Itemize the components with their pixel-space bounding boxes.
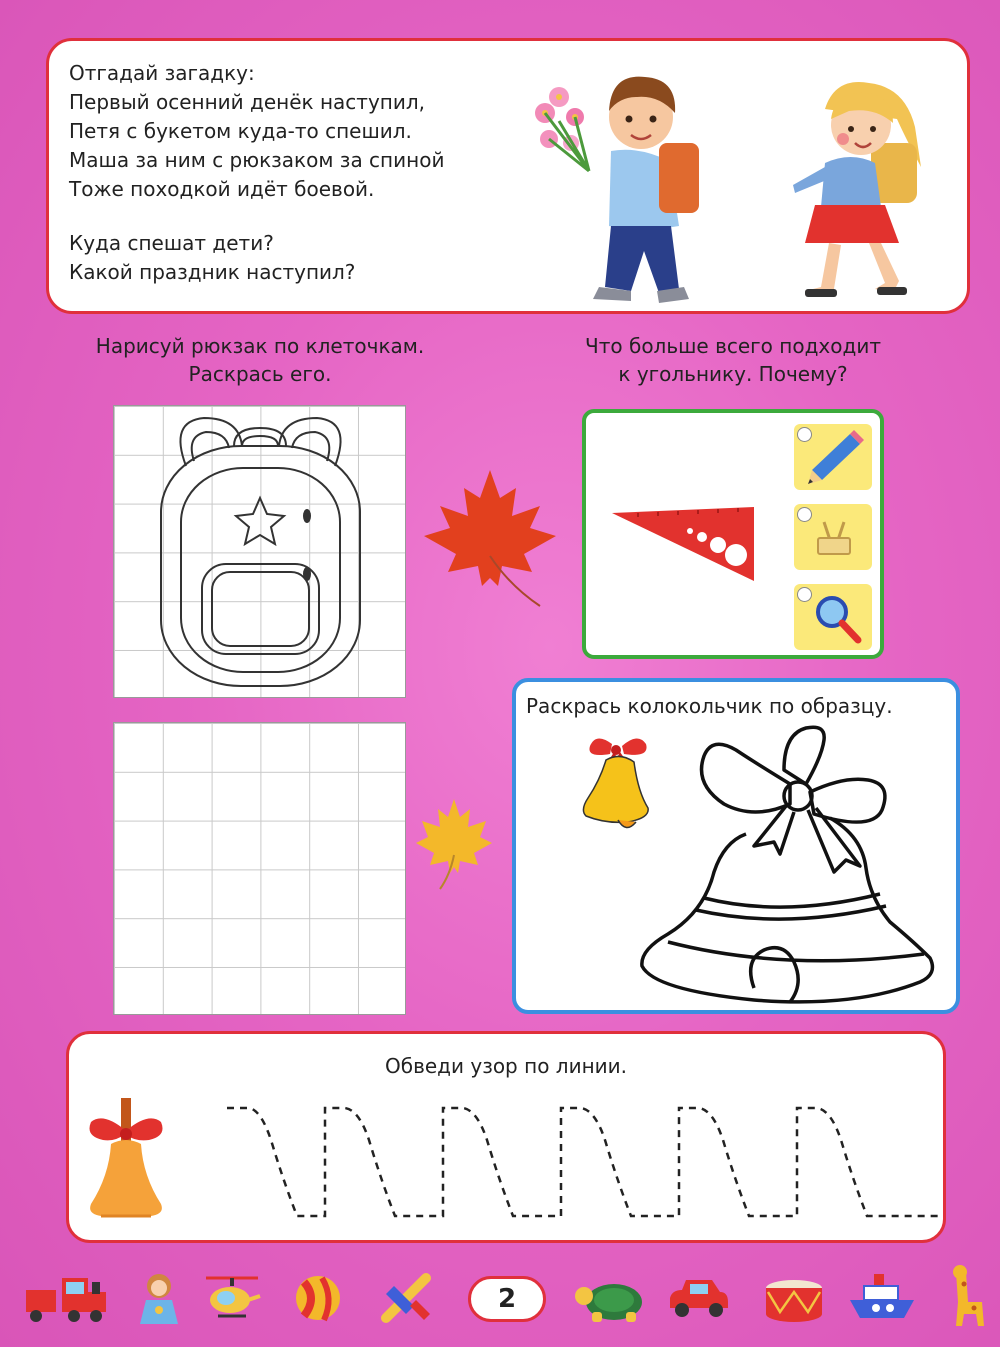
riddle-line: Маша за ним с рюкзаком за спиной [69, 148, 445, 172]
boy-with-flowers-illustration [519, 51, 719, 309]
yellow-maple-leaf-icon [414, 795, 494, 891]
tool-choice-panel [582, 409, 884, 659]
riddle-panel [46, 38, 970, 314]
radio-button[interactable] [797, 507, 812, 522]
red-maple-leaf-icon [420, 466, 560, 611]
toy-turtle-icon [574, 1272, 650, 1324]
dashed-tracing-line[interactable] [219, 1100, 949, 1230]
backpack-title-line: Раскрась его. [188, 362, 332, 386]
ruler-title-line: к угольнику. Почему? [618, 362, 848, 386]
trace-pattern-panel [66, 1031, 946, 1243]
toy-doll-icon [134, 1270, 184, 1328]
backpack-task-title [70, 332, 450, 388]
toy-drum-icon [760, 1272, 828, 1326]
backpack-title-line: Нарисуй рюкзак по клеточкам. [95, 334, 425, 358]
toy-giraffe-icon [946, 1262, 990, 1328]
toy-car-icon [666, 1276, 732, 1320]
trace-task-title: Обведи узор по линии. [385, 1054, 627, 1078]
radio-button[interactable] [797, 587, 812, 602]
riddle-question: Куда спешат дети? [69, 231, 274, 255]
riddle-question: Какой праздник наступил? [69, 260, 356, 284]
page-number-badge: 2 [468, 1276, 546, 1322]
bell-task-title: Раскрась колокольчик по образцу. [526, 694, 893, 718]
set-square-ruler-icon [608, 503, 758, 583]
backpack-sample-grid [113, 405, 406, 698]
option-binder-clip[interactable] [794, 504, 872, 570]
toy-airplane-icon [380, 1272, 436, 1324]
riddle-text [69, 59, 444, 287]
option-pencil[interactable] [794, 424, 872, 490]
bell-coloring-panel [512, 678, 960, 1014]
backpack-outline-drawing [114, 406, 407, 699]
option-magnifier[interactable] [794, 584, 872, 650]
riddle-line: Первый осенний денёк наступил, [69, 90, 425, 114]
backpack-drawing-grid[interactable] [113, 722, 406, 1015]
riddle-line: Петя с букетом куда-то спешил. [69, 119, 412, 143]
ruler-task-title [548, 332, 918, 388]
toy-train-icon [24, 1272, 108, 1324]
bell-outline-to-color [634, 722, 954, 1012]
binder-clip-icon [814, 518, 854, 558]
toy-ball-icon [294, 1274, 342, 1322]
toy-helicopter-icon [202, 1272, 262, 1322]
riddle-line: Отгадай загадку: [69, 61, 255, 85]
pencil-icon [804, 430, 864, 486]
magnifier-icon [812, 592, 862, 644]
girl-with-backpack-illustration [765, 67, 941, 297]
riddle-line: Тоже походкой идёт боевой. [69, 177, 375, 201]
toy-boat-icon [846, 1270, 918, 1324]
ruler-title-line: Что больше всего подходит [585, 334, 881, 358]
small-bell-icon [81, 1096, 171, 1226]
